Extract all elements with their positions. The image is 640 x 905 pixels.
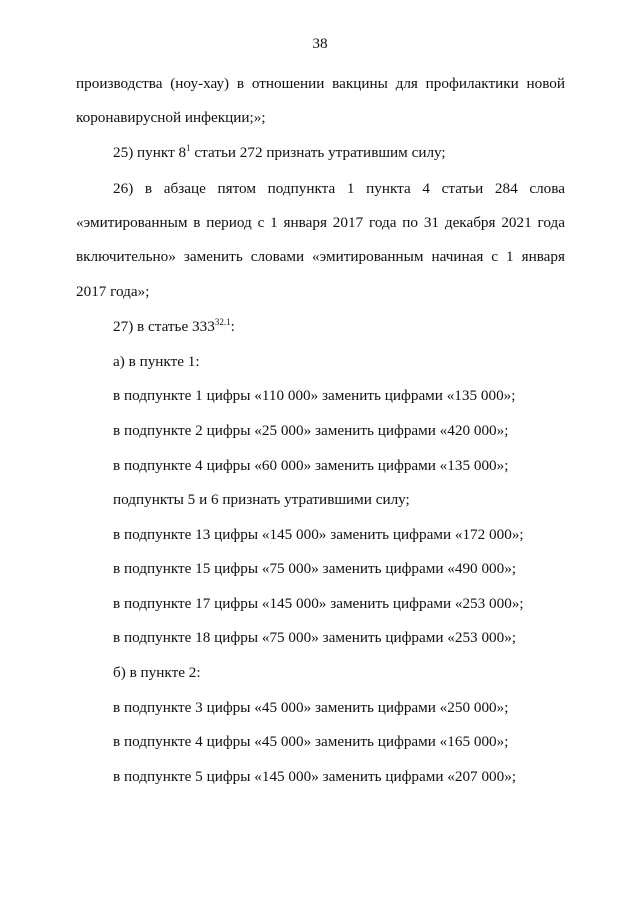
subitem-b-line: в подпункте 4 цифры «45 000» заменить цифрами «165 000»; bbox=[113, 733, 509, 750]
subitem-b-heading: б) в пункте 2: bbox=[113, 664, 201, 681]
item-25 bbox=[113, 144, 446, 162]
item-27-superscript: 32.1 bbox=[214, 317, 231, 327]
subitem-a-line: подпункты 5 и 6 признать утратившими силу; bbox=[113, 491, 410, 508]
page-number: 38 bbox=[312, 35, 328, 52]
subitem-a-heading: а) в пункте 1: bbox=[113, 353, 200, 370]
continuation-line-2: коронавирусной инфекции;»; bbox=[76, 109, 266, 126]
subitem-a-line: в подпункте 17 цифры «145 000» заменить цифрами «253 000»; bbox=[113, 595, 524, 612]
item-26-line-4: 2017 года»; bbox=[76, 283, 150, 300]
item-25-text-b: статьи 272 признать утратившим силу; bbox=[190, 144, 446, 161]
subitem-a-line: в подпункте 2 цифры «25 000» заменить цифрами «420 000»; bbox=[113, 422, 509, 439]
item-27-text-a: 27) в статье 333 bbox=[113, 318, 215, 335]
subitem-b-line: в подпункте 5 цифры «145 000» заменить цифрами «207 000»; bbox=[113, 768, 517, 785]
item-27-text-b: : bbox=[230, 318, 235, 335]
subitem-a-line: в подпункте 1 цифры «110 000» заменить цифрами «135 000»; bbox=[113, 387, 516, 404]
item-27 bbox=[113, 318, 235, 336]
subitem-b-line: в подпункте 3 цифры «45 000» заменить цифрами «250 000»; bbox=[113, 699, 509, 716]
subitem-a-line: в подпункте 4 цифры «60 000» заменить цифрами «135 000»; bbox=[113, 457, 509, 474]
subitem-a-line: в подпункте 13 цифры «145 000» заменить цифрами «172 000»; bbox=[113, 526, 524, 543]
item-26-line-1: 26) в абзаце пятом подпункта 1 пункта 4 статьи 284 слова bbox=[113, 180, 565, 197]
item-25-text-a: 25) пункт 8 bbox=[113, 144, 187, 161]
item-26-line-2: «эмитированным в период с 1 января 2017 года по 31 декабря 2021 года bbox=[76, 214, 565, 231]
item-26-line-3: включительно» заменить словами «эмитированным начиная с 1 января bbox=[76, 248, 565, 265]
subitem-a-line: в подпункте 18 цифры «75 000» заменить цифрами «253 000»; bbox=[113, 629, 517, 646]
item-25-superscript: 1 bbox=[186, 143, 191, 153]
subitem-a-line: в подпункте 15 цифры «75 000» заменить цифрами «490 000»; bbox=[113, 560, 517, 577]
continuation-line-1: производства (ноу-хау) в отношении вакцины для профилактики новой bbox=[76, 75, 565, 92]
